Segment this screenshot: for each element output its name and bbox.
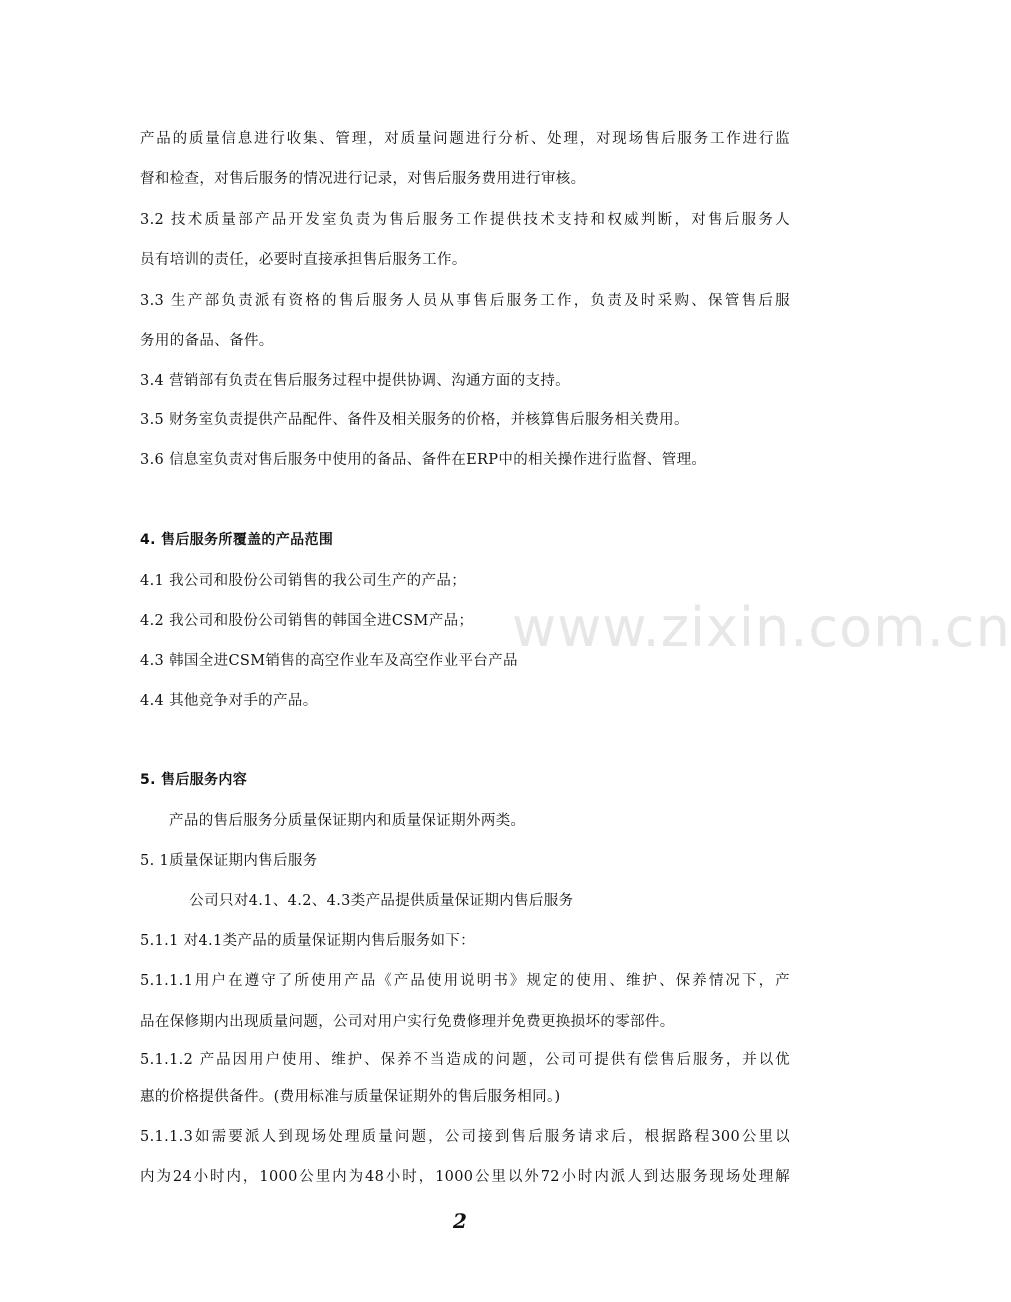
- paragraph-line: 5.1.1.1用户在遵守了所使用产品《产品使用说明书》规定的使用、维护、保养情况下，产: [140, 973, 790, 989]
- watermark-text: www.zixin.com.cn: [512, 596, 1011, 659]
- paragraph-line: 4.2 我公司和股份公司销售的韩国全进CSM产品；: [140, 613, 474, 629]
- paragraph-line: 公司只对4.1、4.2、4.3类产品提供质量保证期内售后服务: [189, 893, 574, 909]
- paragraph-line: 4.4 其他竞争对手的产品。: [140, 693, 318, 709]
- paragraph-line: 5.1.1 对4.1类产品的质量保证期内售后服务如下：: [140, 933, 476, 949]
- paragraph-line: 3.4 营销部有负责在售后服务过程中提供协调、沟通方面的支持。: [140, 373, 571, 389]
- paragraph-line: 产品的售后服务分质量保证期内和质量保证期外两类。: [169, 813, 526, 829]
- paragraph-line: 产品的质量信息进行收集、管理，对质量问题进行分析、处理，对现场售后服务工作进行监: [140, 131, 790, 147]
- paragraph-line: 3.6 信息室负责对售后服务中使用的备品、备件在ERP中的相关操作进行监督、管理。: [140, 452, 707, 468]
- paragraph-line: 督和检查，对售后服务的情况进行记录，对售后服务费用进行审核。: [140, 171, 586, 187]
- paragraph-line: 5. 1质量保证期内售后服务: [140, 853, 318, 869]
- section-heading: 4. 售后服务所覆盖的产品范围: [140, 532, 334, 548]
- paragraph-line: 3.3 生产部负责派有资格的售后服务人员从事售后服务工作，负责及时采购、保管售后服: [140, 293, 790, 309]
- paragraph-line: 3.2 技术质量部产品开发室负责为售后服务工作提供技术支持和权威判断，对售后服务人: [140, 212, 790, 228]
- paragraph-line: 惠的价格提供备件。(费用标准与质量保证期外的售后服务相同。): [140, 1089, 561, 1105]
- paragraph-line: 品在保修期内出现质量问题，公司对用户实行免费修理并免费更换损坏的零部件。: [140, 1014, 675, 1030]
- paragraph-line: 务用的备品、备件。: [140, 333, 274, 349]
- paragraph-line: 员有培训的责任，必要时直接承担售后服务工作。: [140, 252, 467, 268]
- paragraph-line: 3.5 财务室负责提供产品配件、备件及相关服务的价格，并核算售后服务相关费用。: [140, 412, 689, 428]
- paragraph-line: 内为24小时内，1000公里内为48小时，1000公里以外72小时内派人到达服务现场处理解: [140, 1169, 790, 1185]
- paragraph-line: 4.1 我公司和股份公司销售的我公司生产的产品；: [140, 573, 467, 589]
- paragraph-line: 5.1.1.3如需要派人到现场处理质量问题，公司接到售后服务请求后，根据路程300公里以: [140, 1129, 790, 1145]
- paragraph-line: 5.1.1.2 产品因用户使用、维护、保养不当造成的问题，公司可提供有偿售后服务，并以优: [140, 1052, 790, 1068]
- paragraph-line: 4.3 韩国全进CSM销售的高空作业车及高空作业平台产品: [140, 653, 518, 669]
- page-number: 2: [453, 1209, 467, 1233]
- section-heading: 5. 售后服务内容: [140, 772, 248, 788]
